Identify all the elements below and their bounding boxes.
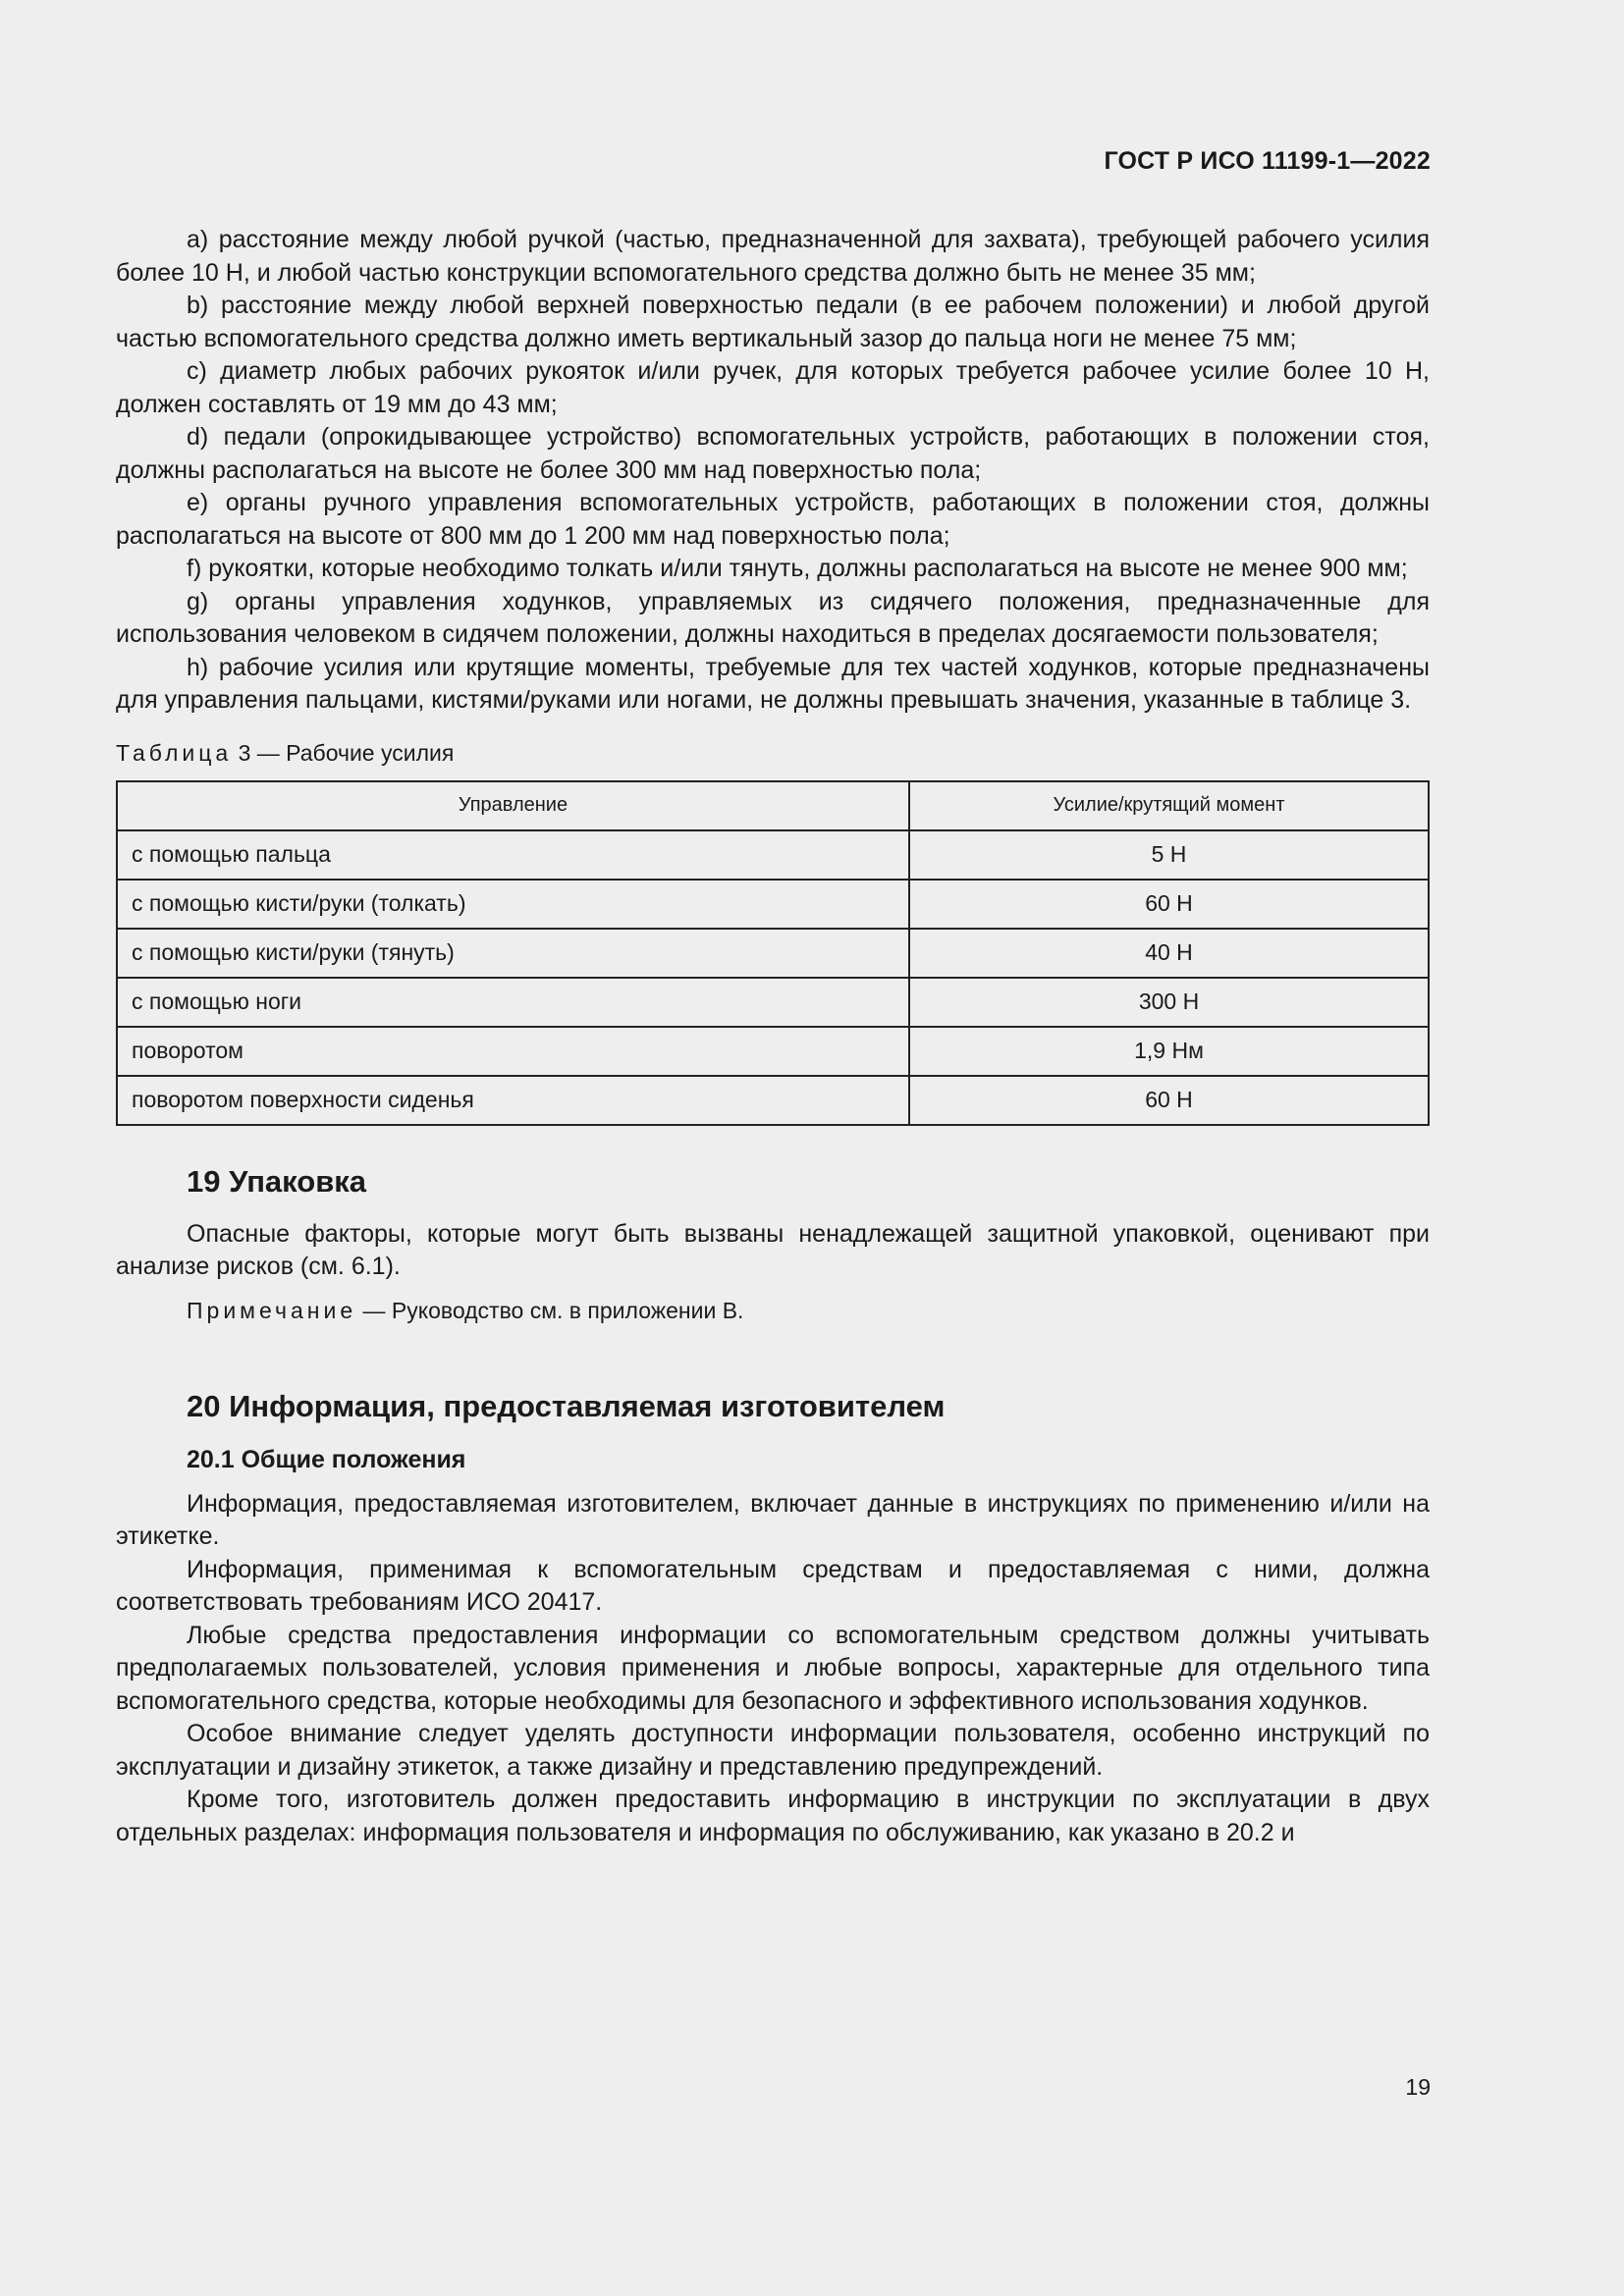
section-20-paragraph: Особое внимание следует уделять доступности информации пользователя, особенно инструкций по эксплуатации и дизайну этикеток, а также дизайну и представлению предупреждений. — [116, 1720, 1430, 1781]
list-item: c) диаметр любых рабочих рукояток и/или ручек, для которых требуется рабочее усилие более 10 Н, должен составлять от 19 мм до 43 мм; — [116, 357, 1430, 418]
section-19-paragraph: Опасные факторы, которые могут быть вызваны ненадлежащей защитной упаковкой, оценивают при анализе рисков (см. 6.1). — [116, 1219, 1430, 1280]
force-cell: 60 Н — [909, 880, 1429, 929]
section-20-paragraph: Информация, предоставляемая изготовителем, включает данные в инструкциях по применению и/или на этикетке. — [116, 1489, 1430, 1550]
control-cell: с помощью кисти/руки (толкать) — [117, 880, 909, 929]
section-19-heading: 19 Упаковка — [187, 1163, 367, 1199]
force-cell: 60 Н — [909, 1076, 1429, 1125]
control-cell: поворотом — [117, 1027, 909, 1076]
document-id-header: ГОСТ Р ИСО 11199-1—2022 — [1104, 147, 1431, 175]
page-number: 19 — [1405, 2074, 1431, 2100]
force-cell: 5 Н — [909, 830, 1429, 880]
table-row — [117, 1027, 1429, 1076]
table-row — [117, 1076, 1429, 1125]
control-cell: поворотом поверхности сиденья — [117, 1076, 909, 1125]
table-caption — [116, 739, 1430, 767]
section-20-1-heading: 20.1 Общие положения — [187, 1445, 466, 1473]
table-header-row — [117, 781, 1429, 830]
control-cell: с помощью ноги — [117, 978, 909, 1027]
section-20-paragraph: Кроме того, изготовитель должен предоставить информацию в инструкции по эксплуатации в двух отдельных разделах: информация пользователя и информация по обслуживанию, как указано в 20.2 и — [116, 1786, 1430, 1846]
table-row — [117, 929, 1429, 978]
requirements-list — [116, 224, 1430, 718]
list-item: h) рабочие усилия или крутящие моменты, требуемые для тех частей ходунков, которые предназначены для управления пальцами, кистями/руками или ногами, не должны превышать значения, указанные в таблице 3. — [116, 653, 1430, 714]
force-cell: 300 Н — [909, 978, 1429, 1027]
list-item: b) расстояние между любой верхней поверхностью педали (в ее рабочем положении) и любой другой частью вспомогательного средства должно иметь вертикальный зазор до пальца ноги не менее 75 мм; — [116, 292, 1430, 352]
note-text: — Руководство см. в приложении B. — [362, 1297, 744, 1323]
list-item: f) рукоятки, которые необходимо толкать и/или тянуть, должны располагаться на высоте не менее 900 мм; — [187, 555, 1408, 582]
section-20-paragraph: Информация, применимая к вспомогательным средствам и предоставляемая с ними, должна соответствовать требованиям ИСО 20417. — [116, 1555, 1430, 1616]
note-label: Примечание — [187, 1297, 357, 1323]
column-header-control: Управление — [117, 781, 909, 830]
table-row — [117, 830, 1429, 880]
table-caption-text: 3 — Рабочие усилия — [238, 739, 455, 766]
column-header-force: Усилие/крутящий момент — [909, 781, 1429, 830]
table-caption-label: Таблица — [116, 739, 233, 766]
list-item: g) органы управления ходунков, управляемых из сидячего положения, предназначенные для использования человеком в сидячем положении, должны находиться в пределах досягаемости пользователя; — [116, 587, 1430, 648]
control-cell: с помощью пальца — [117, 830, 909, 880]
section-19-note — [187, 1296, 1430, 1325]
force-cell: 1,9 Нм — [909, 1027, 1429, 1076]
list-item: d) педали (опрокидывающее устройство) вспомогательных устройств, работающих в положении стоя, должны располагаться на высоте не более 300 мм над поверхностью пола; — [116, 423, 1430, 484]
page-content — [116, 224, 1430, 1849]
operating-forces-table — [116, 780, 1430, 1126]
table-row — [117, 978, 1429, 1027]
table-row — [117, 880, 1429, 929]
force-cell: 40 Н — [909, 929, 1429, 978]
control-cell: с помощью кисти/руки (тянуть) — [117, 929, 909, 978]
section-20-heading: 20 Информация, предоставляемая изготовителем — [187, 1388, 946, 1423]
list-item: e) органы ручного управления вспомогательных устройств, работающих в положении стоя, должны располагаться на высоте от 800 мм до 1 200 мм над поверхностью пола; — [116, 489, 1430, 550]
section-20-paragraph: Любые средства предоставления информации со вспомогательным средством должны учитывать предполагаемых пользователей, условия применения и любые вопросы, характерные для отдельного типа вспомогательного средства, которые необходимы для безопасного и эффективного использования ходунков. — [116, 1621, 1430, 1715]
list-item: a) расстояние между любой ручкой (частью, предназначенной для захвата), требующей рабочего усилия более 10 Н, и любой частью конструкции вспомогательного средства должно быть не менее 35 мм; — [116, 226, 1430, 287]
